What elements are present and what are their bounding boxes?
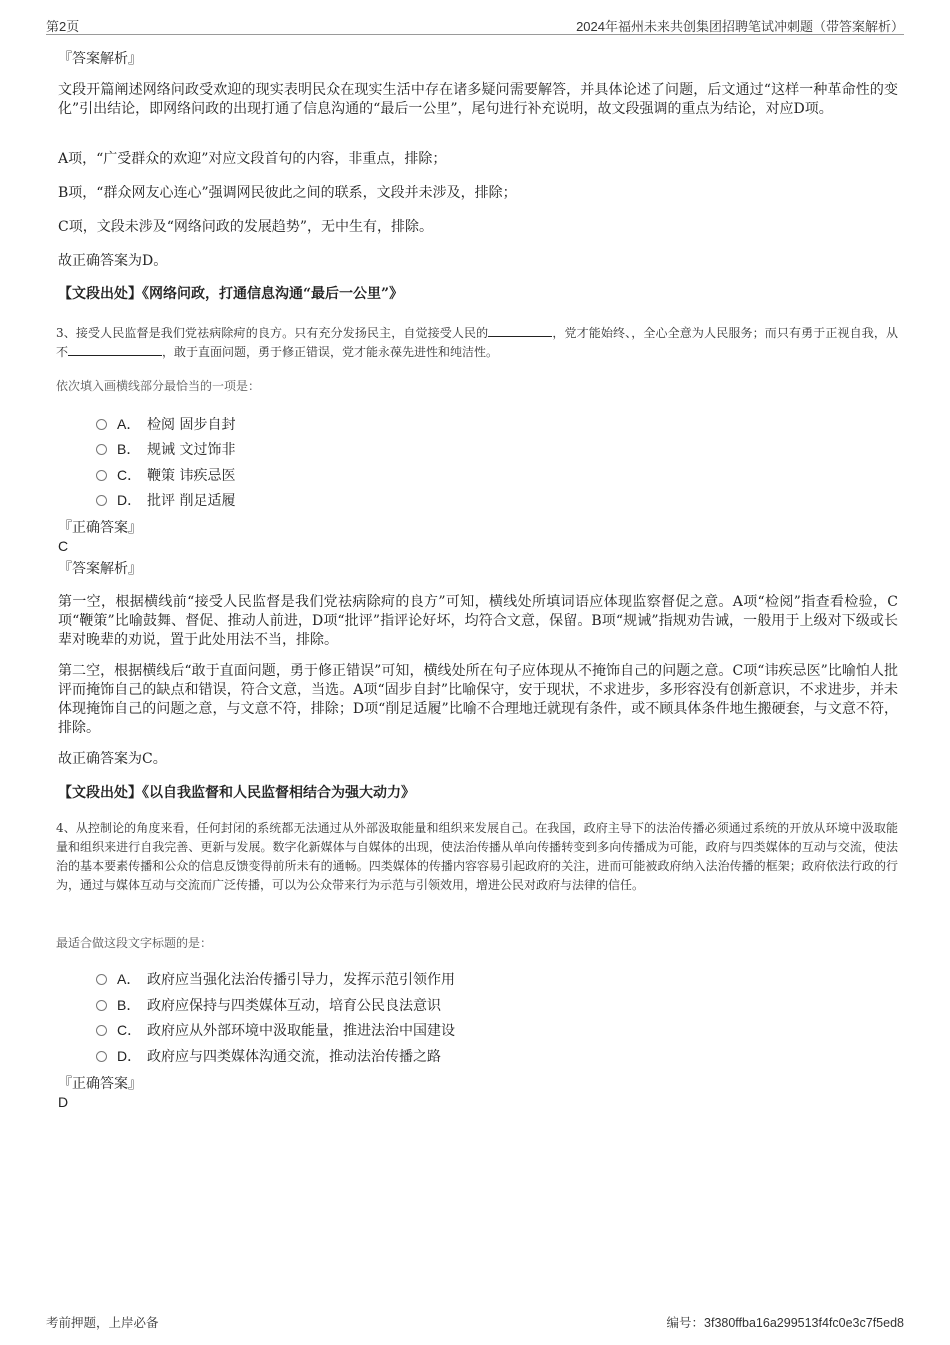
q4-answer-label: 『正确答案』 [58, 1076, 142, 1092]
q4-option-d[interactable]: D． 政府应与四类媒体沟通交流，推动法治传播之路 [96, 1047, 441, 1066]
radio-icon[interactable] [96, 974, 107, 985]
q3-option-d[interactable]: D． 批评 削足适履 [96, 491, 235, 510]
q3-prompt: 依次填入画横线部分最恰当的一项是： [56, 379, 261, 393]
footer-slogan: 考前押题，上岸必备 [46, 1316, 159, 1330]
page-header [46, 14, 904, 35]
q2-analysis-p2: A项，“广受群众的欢迎”对应文段首句的内容，非重点，排除； [58, 151, 447, 167]
q3-analysis-p2: 第二空，根据横线后“敢于直面问题，勇于修正错误”可知，横线处所在句子应体现从不掩饰自己的问题之意。C项“讳疾忌医”比喻怕人批评而掩饰自己的缺点和错误，符合文意，当选。A项“固步自封”比喻保守，安于现状，不求进步，多形容没有创新意识，不求进步，并未体现掩饰自己的问题之意，与文意不符，排除；D项“削足适履”比喻不合理地迁就现有条件，或不顾具体条件地生搬硬套，与文意不符，排除。 [58, 663, 898, 736]
q2-conclusion: 故正确答案为D。 [58, 253, 168, 269]
q2-source: 【文段出处】《网络问政，打通信息沟通“最后一公里”》 [58, 286, 404, 302]
q4-option-a[interactable]: A． 政府应当强化法治传播引导力，发挥示范引领作用 [96, 970, 455, 989]
radio-icon[interactable] [96, 419, 107, 430]
q3-option-b[interactable]: B． 规诫 文过饰非 [96, 440, 235, 459]
q3-option-c[interactable]: C． 鞭策 讳疾忌医 [96, 466, 235, 485]
q4-stem: 4、从控制论的角度来看，任何封闭的系统都无法通过从外部汲取能量和组织来发展自己。在我国，政府主导下的法治传播必须通过系统的开放从环境中汲取能量和组织来进行自我完善、更新与发展。数字化新媒体与自媒体的出现，使法治传播从单向传播转变到多向传播成为可能，政府与四类媒体的互动与交流，使法治的基本要素传播和公众的信息反馈变得前所未有的通畅。四类媒体的传播内容容易引起政府的关注，进而可能被政府纳入法治传播的框架；政府依法行政的行为，通过与媒体互动与交流而广泛传播，可以为公众带来行为示范与引领效用，增进公民对政府与法律的信任。 [56, 821, 898, 892]
q4-answer: D [58, 1094, 69, 1110]
blank-1 [488, 324, 552, 337]
q3-option-a[interactable]: A． 检阅 固步自封 [96, 415, 235, 434]
q2-analysis-p1: 文段开篇阐述网络问政受欢迎的现实表明民众在现实生活中存在诸多疑问需要解答，并具体论述了问题，后文通过“这样一种革命性的变化”引出结论，即网络问政的出现打通了信息沟通的“最后一公里”，尾句进行补充说明，故文段强调的重点为结论，对应D项。 [58, 82, 898, 117]
radio-icon[interactable] [96, 495, 107, 506]
q3-answer-label: 『正确答案』 [58, 520, 142, 536]
q3-analysis-label: 『答案解析』 [58, 561, 142, 577]
radio-icon[interactable] [96, 444, 107, 455]
page-number: 第2页 [46, 19, 80, 34]
q3-stem: 3、接受人民监督是我们党祛病除疴的良方。只有充分发扬民主，自觉接受人民的 ，党才能始终、，全心全意为人民服务；而只有勇于正视自我，从不 ，敢于直面问题，勇于修正错误，党才能永葆先进性和纯洁性。 [56, 326, 898, 359]
q3-source: 【文段出处】《以自我监督和人民监督相结合为强大动力》 [58, 785, 415, 801]
q4-option-b[interactable]: B． 政府应保持与四类媒体互动，培育公民良法意识 [96, 996, 441, 1015]
radio-icon[interactable] [96, 470, 107, 481]
q3-analysis-p1: 第一空，根据横线前“接受人民监督是我们党祛病除疴的良方”可知，横线处所填词语应体现监察督促之意。A项“检阅”指查看检验，C项“鞭策”比喻鼓舞、督促、推动人前进，D项“批评”指评论好坏，均符合文意，保留。B项“规诫”指规劝告诫，一般用于上级对下级或长辈对晚辈的劝说，置于此处用法不当，排除。 [58, 594, 898, 648]
document-code: 编号：3f380ffba16a299513f4fc0e3c7f5ed8 [666, 1316, 904, 1330]
document-title: 2024年福州未来共创集团招聘笔试冲刺题（带答案解析） [576, 19, 904, 34]
q2-analysis-label: 『答案解析』 [58, 51, 142, 67]
q4-prompt: 最适合做这段文字标题的是： [56, 936, 213, 950]
q3-answer: C [58, 538, 69, 554]
q3-conclusion: 故正确答案为C。 [58, 751, 167, 767]
q4-option-c[interactable]: C． 政府应从外部环境中汲取能量，推进法治中国建设 [96, 1021, 455, 1040]
radio-icon[interactable] [96, 1000, 107, 1011]
page-footer [46, 1313, 904, 1329]
radio-icon[interactable] [96, 1025, 107, 1036]
radio-icon[interactable] [96, 1051, 107, 1062]
q2-analysis-p4: C项，文段未涉及“网络问政的发展趋势”，无中生有，排除。 [58, 219, 434, 235]
blank-2 [68, 343, 162, 356]
q2-analysis-p3: B项，“群众网友心连心”强调网民彼此之间的联系，文段并未涉及，排除； [58, 185, 517, 201]
